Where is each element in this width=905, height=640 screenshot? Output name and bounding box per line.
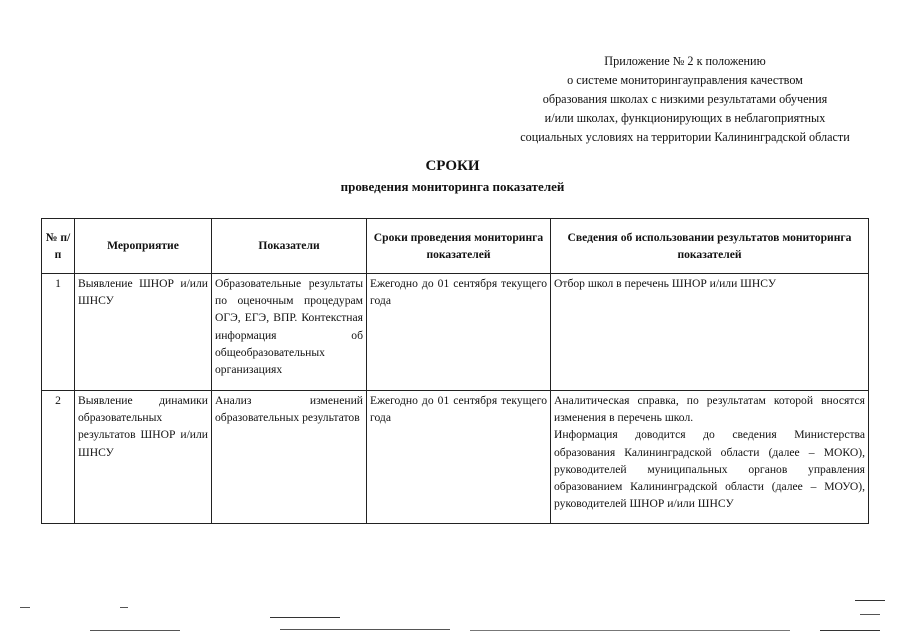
table-header-row	[42, 219, 869, 274]
appendix-line: образования школах с низкими результатами обучения	[542, 92, 828, 106]
header-terms: Сроки проведения мониторинга показателей	[367, 219, 551, 274]
header-indicators: Показатели	[212, 219, 367, 274]
scan-mark	[20, 607, 30, 608]
monitoring-table	[41, 218, 869, 524]
scan-mark	[270, 617, 340, 618]
document-title: СРОКИ	[425, 158, 480, 174]
appendix-note	[470, 52, 900, 147]
row-event: Выявление динамики образовательных результатов ШНОР и/или ШНСУ	[75, 391, 212, 524]
row-number: 1	[42, 274, 75, 391]
header-event: Мероприятие	[75, 219, 212, 274]
row-usage	[551, 274, 869, 391]
scan-mark	[820, 630, 880, 631]
table-row	[42, 391, 869, 524]
usage-text: Отбор школ в перечень ШНОР и/или ШНСУ	[554, 277, 777, 290]
usage-text: Аналитическая справка, по результатам которой вносятся изменения в перечень школ.	[554, 394, 865, 425]
row-usage	[551, 391, 869, 524]
row-terms: Ежегодно до 01 сентября текущего года	[367, 391, 551, 524]
row-number: 2	[42, 391, 75, 524]
appendix-line: социальных условиях на территории Калининградской области	[520, 130, 850, 144]
scan-mark	[280, 629, 450, 630]
scan-mark	[120, 607, 128, 608]
row-terms: Ежегодно до 01 сентября текущего года	[367, 274, 551, 391]
appendix-line: Приложение № 2 к положению	[604, 54, 766, 68]
scan-mark	[855, 600, 885, 601]
row-event: Выявление ШНОР и/или ШНСУ	[75, 274, 212, 391]
scan-mark	[860, 614, 880, 615]
scan-mark	[470, 630, 790, 631]
header-usage: Сведения об использовании результатов мониторинга показателей	[551, 219, 869, 274]
table-row	[42, 274, 869, 391]
document-subtitle: проведения мониторинга показателей	[340, 179, 565, 194]
row-indicators: Анализ изменений образовательных результатов	[212, 391, 367, 524]
usage-text: Информация доводится до сведения Министерства образования Калининградской области (далее – МОКО), руководителей муниципальных органов управления образованием Калининградской области (далее – МОУО), руководителей ШНОР и/или ШНСУ	[554, 428, 865, 511]
scan-artifacts	[0, 590, 905, 640]
scan-mark	[90, 630, 180, 631]
appendix-line: и/или школах, функционирующих в неблагоприятных	[544, 111, 826, 125]
header-number: № п/п	[42, 219, 75, 274]
row-indicators: Образовательные результаты по оценочным процедурам ОГЭ, ЕГЭ, ВПР. Контекстная информация об общеобразовательных организациях	[212, 274, 367, 391]
appendix-line: о системе мониторингауправления качеством	[567, 73, 803, 87]
